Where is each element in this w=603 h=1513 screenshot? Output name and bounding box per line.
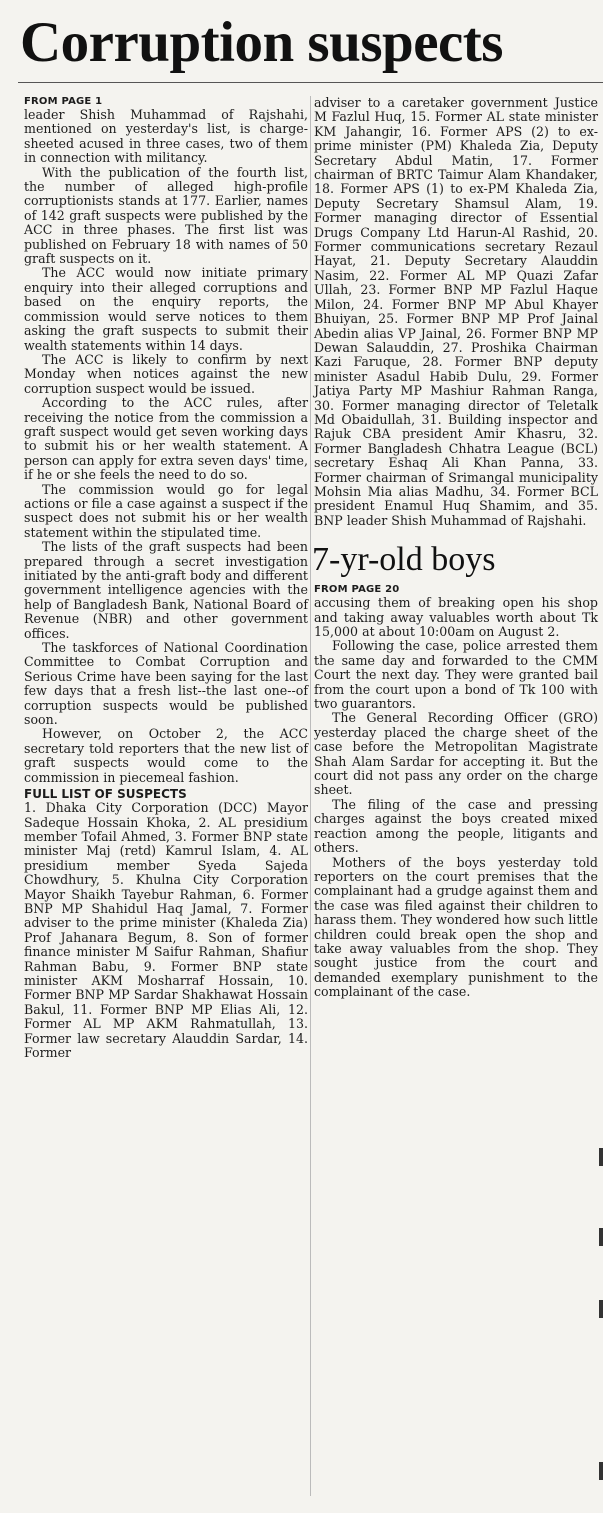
article1-paragraph: The lists of the graft suspects had been prepared through a secret investigation initiated by the anti-graft body and different government intelligence agencies with the help of Bangladesh Bank, National Board of Revenue (NBR) and other government offices.: [24, 539, 308, 641]
column-divider: [310, 96, 311, 1496]
article2-paragraph: Mothers of the boys yesterday told reporters on the court premises that the complainant had a grudge against them and the case was filed against their children to harass them. They wondered how such little children could break open the shop and take away valuables from the shop. They sought justice from the court and demanded exemplary punishment to the complainant of the case.: [314, 854, 598, 1000]
suspect-list-part2: adviser to a caretaker government Justice M Fazlul Huq, 15. Former AL state minister KM Jahangir, 16. Former APS (2) to ex-prime minister (PM) Khaleda Zia, Deputy Secretary Abdul Matin, 17. Former chairman of BRTC Taimur Alam Khandaker, 18. Former APS (1) to ex-PM Khaleda Zia, Deputy Secretary Shamsul Alam, 19. Former managing director of Essential Drugs Company Ltd Harun-Al Rashid, 20. Former communications secretary Rezaul Hayat, 21. Deputy Secretary Alauddin Nasim, 22. Former AL MP Quazi Zafar Ullah, 23. Former BNP MP Fazlul Haque Milon, 24. Former BNP MP Abul Khayer Bhuiyan, 25. Former BNP MP Prof Jainal Abedin alias VP Jainal, 26. Former BNP MP Dewan Salauddin, 27. Proshika Chairman Kazi Faruque, 28. Former BNP deputy minister Asadul Habib Dulu, 29. Former Jatiya Party MP Mashiur Rahman Ranga, 30. Former managing director of Teletalk Md Obaidullah, 31. Building inspector and Rajuk CBA president Amir Khasru, 32. Former Bangladesh Chhatra League (BCL) secretary Eshaq Ali Khan Panna, 33. Former chairman of Srimangal municipality Mohsin Mia alias Madhu, 34. Former BCL president Enamul Huq Shamim, and 35. BNP leader Shish Muhammad of Rajshahi.: [314, 95, 598, 528]
edge-mark: [599, 1462, 603, 1480]
article1-paragraph: According to the ACC rules, after receiving the notice from the commission a graft suspect would get seven working days to submit his or her wealth statement. A person can apply for extra seven days' time, if he or she feels the need to do so.: [24, 395, 308, 483]
right-column: [314, 96, 598, 1000]
suspect-list-part1: 1. Dhaka City Corporation (DCC) Mayor Sadeque Hossain Khoka, 2. AL presidium member Tofail Ahmed, 3. Former BNP state minister Maj (retd) Kamrul Islam, 4. AL presidium member Syeda Sajeda Chowdhury, 5. Khulna City Corporation Mayor Shaikh Tayebur Rahman, 6. Former BNP MP Shahidul Haq Jamal, 7. Former adviser to the prime minister (Khaleda Zia) Prof Jahanara Begum, 8. Son of former finance minister M Saifur Rahman, Shafiur Rahman Babu, 9. Former BNP state minister AKM Mosharraf Hossain, 10. Former BNP MP Sardar Shakhawat Hossain Bakul, 11. Former BNP MP Elias Ali, 12. Former AL MP AKM Rahmatullah, 13. Former law secretary Alauddin Sardar, 14. Former: [24, 800, 308, 1060]
article1-paragraph: leader Shish Muhammad of Rajshahi, mentioned on yesterday's list, is charge-sheeted acused in three cases, two of them in connection with militancy.: [24, 107, 308, 166]
article2-kicker: FROM PAGE 20: [314, 584, 400, 596]
article2-paragraph: Following the case, police arrested them the same day and forwarded to the CMM Court the next day. They were granted bail from the court upon a bond of Tk 100 with two guarantors.: [314, 638, 598, 712]
suspect-list-heading: FULL LIST OF SUSPECTS: [24, 787, 187, 802]
article2-headline: 7-yr-old boys: [312, 541, 496, 579]
main-headline: Corruption suspects: [20, 11, 503, 74]
article2-paragraph: The filing of the case and pressing charges against the boys created mixed reaction among the people, litigants and others.: [314, 796, 598, 856]
edge-mark: [599, 1148, 603, 1166]
article1-paragraph: With the publication of the fourth list, the number of alleged high-profile corruptionists stands at 177. Earlier, names of 142 graft suspects were published by the ACC in three phases. The first list was published on February 18 with names of 50 graft suspects on it.: [24, 164, 308, 267]
article2-paragraph: accusing them of breaking open his shop and taking away valuables worth about Tk 15,000 at about 10:00am on August 2.: [314, 595, 598, 639]
article1-paragraph: The ACC is likely to confirm by next Monday when notices against the new corruption suspect would be issued.: [24, 351, 308, 396]
article1-paragraph: The taskforces of National Coordination Committee to Combat Corruption and Serious Crime have been saying for the last few days that a fresh list--the last one--of corruption suspects would be published soon.: [24, 640, 308, 728]
edge-mark: [599, 1300, 603, 1318]
article1-paragraph: The ACC would now initiate primary enquiry into their alleged corruptions and based on the enquiry reports, the commission would serve notices to them asking the graft suspects to submit their wealth statements within 14 days.: [24, 265, 308, 353]
article1-paragraph: However, on October 2, the ACC secretary told reporters that the new list of graft suspects would come to the commission in piecemeal fashion.: [24, 726, 308, 785]
left-column: [24, 96, 308, 1060]
article1-paragraph: The commission would go for legal actions or file a case against a suspect if the suspect does not submit his or her wealth statement within the stipulated time.: [24, 481, 308, 540]
article2-paragraph: The General Recording Officer (GRO) yesterday placed the charge sheet of the case before the Metropolitan Magistrate Shah Alam Sardar for accepting it. But the court did not pass any order on the charge sheet.: [314, 710, 598, 798]
article1-kicker: FROM PAGE 1: [24, 96, 103, 107]
headline-rule: [18, 82, 603, 83]
edge-mark: [599, 1228, 603, 1246]
